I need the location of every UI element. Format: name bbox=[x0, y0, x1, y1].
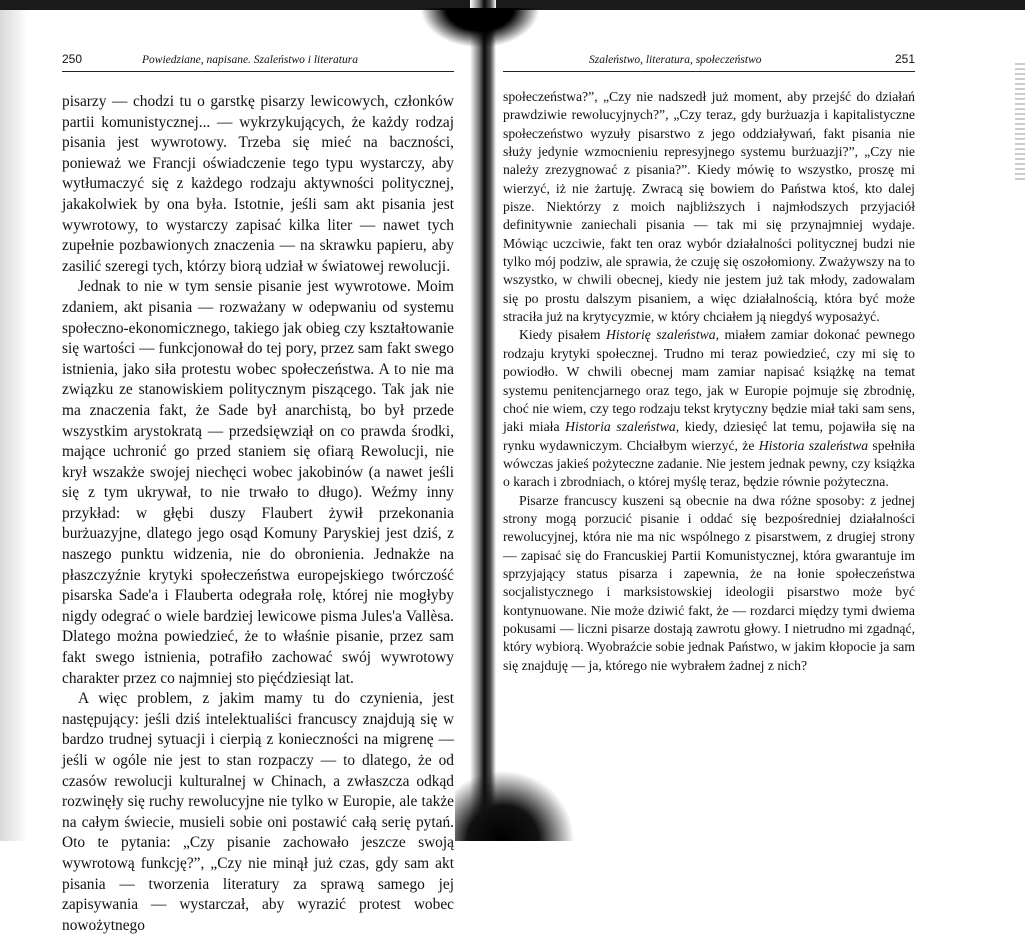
gutter-bottom-shadow bbox=[455, 770, 575, 841]
paragraph bbox=[503, 326, 915, 491]
right-page-body bbox=[503, 88, 915, 675]
paragraph: Jednak to nie w tym sensie pisanie jest wywrotowe. Moim zdaniem, akt pisania — rozważany w odерwaniu od systemu społeczno-ekonomicznego, takiego jak obieg czy kształtowanie się wartości — funkcjonował do tej pory, przez sam fakt swego istnienia, jako siła protestu wobec społeczeństwa. A to nie ma związku ze stanowiskiem politycznym piszącego. Tak jak nie ma znaczenia fakt, że Sade był anarchistą, bo był przede wszystkim arystokratą — przedsięwziął on co prawda środki, mające uchronić go przed staniem się ofiarą Rewolucji, nie krył wszakże swojej niechęci wobec jakobinów (a nawet jeśli się z tym ukrywał, to nie trwało to długo). Weźmy inny przykład: w głębi duszy Flaubert żywił przekonania burżuazyjne, dlatego jego osąd Komuny Paryskiej jest dziś, z naszego punktu widzenia, nie do obronienia. Jednakże na płaszczyźnie krytyki społeczeństwa europejskiego twórczość pisarska Sade'a i Flauberta odegrała rolę, której nie mogłyby nigdy odegrać o wiele bardziej lewicowe pisma Jules'a Vallèsa. Dlatego można powiedzieć, że to właśnie pisanie, przez sam fakt swego istnienia, potrafiło zachować swój wywrotowy charakter przez co najmniej sto pięćdziesiąt lat. bbox=[62, 278, 454, 687]
running-title: Powiedziane, napisane. Szaleństwo i literatura bbox=[142, 54, 358, 66]
page-number: 250 bbox=[62, 52, 83, 66]
right-page-edge-stack bbox=[1015, 60, 1025, 180]
book-title: Historia szaleństwa bbox=[565, 419, 676, 435]
text-run: Kiedy pisałem bbox=[519, 327, 606, 343]
left-page-body bbox=[62, 92, 454, 936]
paragraph: Pisarze francuscy kuszeni są obecnie na dwa różne sposoby: z jednej strony mogą porzucić pisanie i oddać się bezpośredniej działalności rewolucyjnej, która nie ma nic wspólnego z pisarstwem, z drugiej strony — zapisać się do Francuskiej Partii Komunistycznej, która gwarantuje im sprzyjający status pisarza i zapewnia, że na łonie społeczeństwa socjalistycznego i marksistowskiej ideologii pisarstwo może być kontynuowane. Nie może dziwić fakt, że — rozdarci między tymi dwiema pokusami — liczni pisarze dostają zawrotu głowy. I nietrudno mi zgadnąć, który wybiorą. Wyobraźcie sobie jednak Państwo, w jakim kłopocie ja sam się znajduję — ja, którego nie wybrałem żadnej z nich? bbox=[503, 492, 915, 673]
left-page-edge-shadow bbox=[0, 10, 28, 841]
book-title: Historia szaleństwa bbox=[758, 437, 869, 453]
left-page bbox=[62, 52, 454, 936]
running-title: Szaleństwo, literatura, społeczeństwo bbox=[589, 54, 762, 66]
right-page bbox=[503, 52, 915, 675]
text-run: , miałem zamiar dokonać pewnego rodzaju krytyki społecznej. Trudno mi teraz powiedzieć, czy mi się to powiodło. W chwili obecnej mam zamiar napisać książkę na temat systemu penitencjarnego oraz tego, jak w Europie pojmuje się zbrodnię, choć nie wiem, czy tego rodzaju tekst krytyczny będzie miał taki sam sens, jaki miała bbox=[503, 327, 916, 435]
left-page-header bbox=[62, 52, 454, 72]
text-run: spełniła wówczas jakieś pożyteczne zadanie. Nie jestem jednak pewny, czy książka o karach i zbrodniach, o której myślę teraz, będzie równie pożyteczna. bbox=[503, 437, 915, 490]
book-title: Historię szaleństwa bbox=[605, 327, 716, 343]
header-rule bbox=[62, 71, 454, 72]
right-page-header bbox=[503, 52, 915, 72]
paragraph: A więc problem, z jakim mamy tu do czynienia, jest następujący: jeśli dziś intelektualiści francuscy znajdują się w bardzo trudnej sytuacji i cierpią z konieczności na migrenę — jeśli w ogóle nie jest to stan rozpaczy — to dlatego, że od czasów rewolucji kulturalnej w Chinach, a zwłaszcza odkąd rozwinęły się ruchy rewolucyjne nie tylko w Europie, ale także na całym świecie, musieli sobie oni postawić całą serię pytań. Oto te pytania: „Czy pisanie zachowało jeszcze swoją wywrotową funkcję?”, „Czy nie minął już czas, gdy sam akt pisania — tworzenia literatury za sprawą samego jej zapisywania — wystarczał, aby wyrazić protest wobec nowożytnego bbox=[62, 690, 454, 934]
book-gutter bbox=[470, 0, 496, 841]
paragraph: społeczeństwa?”, „Czy nie nadszedł już moment, aby przejść do działań prawdziwie rewolucyjnych?”, „Czy teraz, gdy burżuazja i kapitalistyczne społeczeństwo wyzuły pisarstwo z jego oddziaływań, fakt pisania nie służy jedynie wzmocnieniu represyjnego systemu burżuazji?”, „Czy nie należy zrezygnować z pisania?”. Kiedy mówię to wszystko, proszę mi wierzyć, iż nie żartuję. Zwracą się bowiem do Państwa ktoś, kto dalej pisze. Niektórzy z moich najbliższych i najmłodszych przyjaciół definitywnie zaniechali pisania — tak mi się przynajmniej wydaje. Mówiąc uczciwie, fakt ten oraz wybór działalności politycznej budzi nie tylko mój podziw, ale sprawia, że czuję się oszołomiony. Zważywszy na to wszystko, w chwili obecnej, kiedy nie jestem już tak młody, zadowalam się po prostu dalszym pisaniem, a więc działalnością, która być może straciła już na krytycyzmie, w który chciałem ją niegdyś wyposażyć. bbox=[503, 89, 915, 325]
header-rule bbox=[503, 71, 915, 72]
text-run: , kiedy, dziesięć lat temu, pojawiła się na rynku wydawniczym. Chciałbym wierzyć, że bbox=[503, 419, 915, 453]
gutter-top-shadow bbox=[420, 8, 540, 48]
page-number: 251 bbox=[894, 52, 915, 66]
paragraph: pisarzy — chodzi tu o garstkę pisarzy lewicowych, członków partii komunistycznej... — wykrzykujących, że każdy rodzaj pisania jest wywrotowy. Trzeba się mieć na baczności, ponieważ we Francji oświadczenie tego typu wystarczy, aby wytłumaczyć się z każdego rodzaju aktywności politycznej, jakakolwiek by ona była. Istotnie, jeśli sam akt pisania jest wywrotowy, to wystarczy zapisać kilka liter — nawet tych zupełnie pozbawionych znaczenia — na skrawku papieru, aby zasilić szeregi tych, którzy biorą udział w światowej rewolucji. bbox=[62, 93, 454, 275]
